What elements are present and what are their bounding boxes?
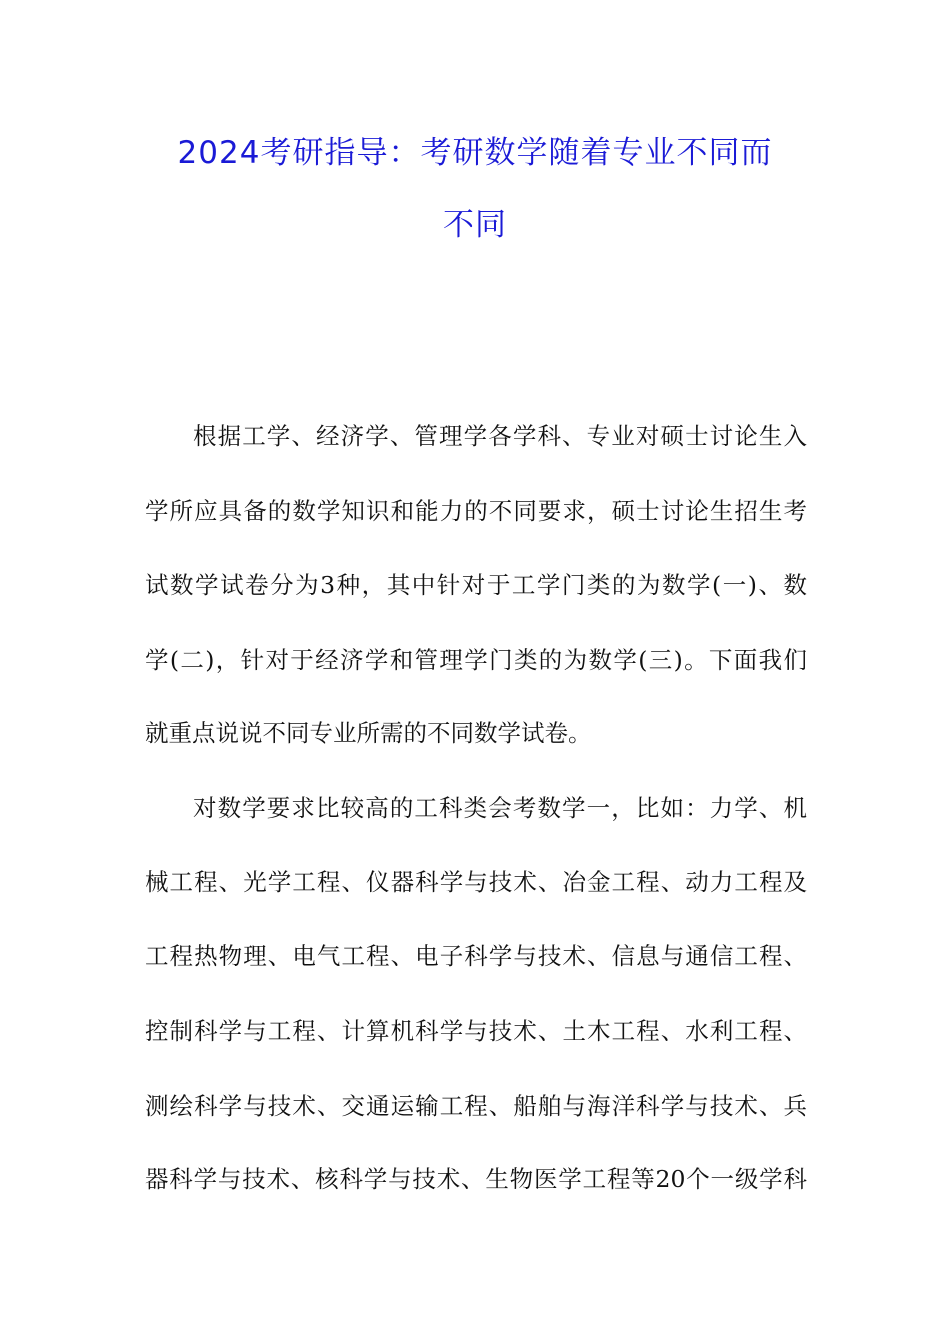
paragraph-2-line-6: 器科学与技术、核科学与技术、生物医学工程等20个一级学科 [145,1165,807,1193]
paragraph-2-line-2: 械工程、光学工程、仪器科学与技术、冶金工程、动力工程及 [145,868,807,896]
paragraph-2-line-4: 控制科学与工程、计算机科学与技术、土木工程、水利工程、 [145,1017,807,1045]
document-title-line-2: 不同 [443,207,507,243]
paragraph-1-line-2: 学所应具备的数学知识和能力的不同要求，硕士讨论生招生考 [145,497,807,525]
paragraph-2-line-3: 工程热物理、电气工程、电子科学与技术、信息与通信工程、 [145,942,807,970]
paragraph-1-line-4: 学(二)，针对于经济学和管理学门类的为数学(三)。下面我们 [145,646,807,674]
paragraph-1-line-1: 根据工学、经济学、管理学各学科、专业对硕士讨论生入 [193,422,807,450]
paragraph-2-line-5: 测绘科学与技术、交通运输工程、船舶与海洋科学与技术、兵 [145,1092,807,1120]
document-title-line-1: 2024考研指导：考研数学随着专业不同而 [177,135,773,171]
paragraph-2-line-1: 对数学要求比较高的工科类会考数学一，比如：力学、机 [193,794,807,822]
paragraph-1-line-3: 试数学试卷分为3种，其中针对于工学门类的为数学(一)、数 [145,571,807,599]
paragraph-1-line-5: 就重点说说不同专业所需的不同数学试卷。 [145,719,592,747]
